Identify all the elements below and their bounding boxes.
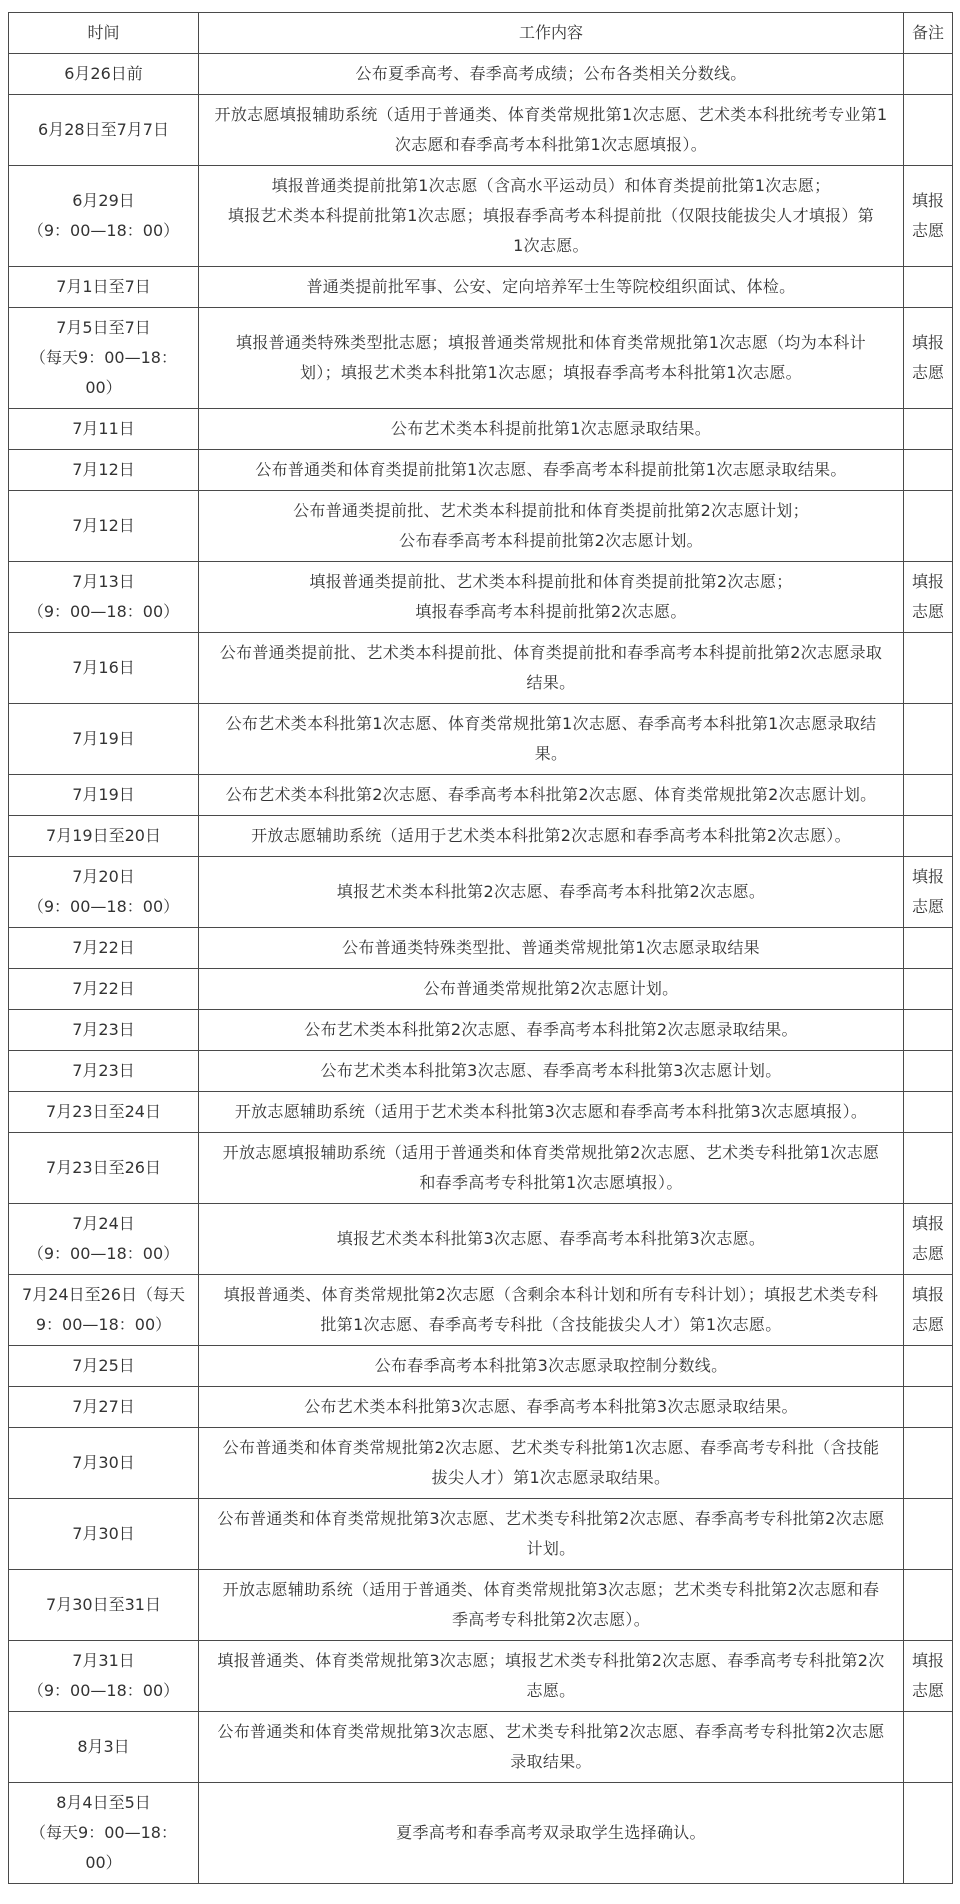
table-row — [9, 1783, 953, 1884]
time-cell — [9, 1570, 199, 1641]
content-line: 公布艺术类本科批第2次志愿、春季高考本科批第2次志愿、体育类常规批第2次志愿计划。 — [225, 785, 877, 804]
note-cell — [904, 1641, 953, 1712]
content-cell — [199, 450, 904, 491]
table-row — [9, 1346, 953, 1387]
note-cell — [904, 969, 953, 1010]
content-cell — [199, 1010, 904, 1051]
time-cell — [9, 1783, 199, 1884]
table-row — [9, 308, 953, 409]
table-row — [9, 95, 953, 166]
time-line: 7月1日至7日 — [56, 277, 151, 296]
time-line: 7月25日 — [72, 1356, 135, 1375]
table-row — [9, 1428, 953, 1499]
table-row — [9, 1133, 953, 1204]
time-line: （每天9：00—18： — [30, 1823, 177, 1842]
note-cell — [904, 857, 953, 928]
content-line: 公布艺术类本科提前批第1次志愿录取结果。 — [390, 419, 712, 438]
content-line: 公布普通类和体育类提前批第1次志愿、春季高考本科提前批第1次志愿录取结果。 — [255, 460, 847, 479]
header-note: 备注 — [904, 13, 953, 54]
time-cell — [9, 704, 199, 775]
time-cell — [9, 95, 199, 166]
note-line: 填报 — [911, 572, 944, 591]
table-row — [9, 450, 953, 491]
note-cell — [904, 166, 953, 267]
time-cell — [9, 1428, 199, 1499]
note-cell — [904, 1570, 953, 1641]
time-cell — [9, 633, 199, 704]
table-row — [9, 1092, 953, 1133]
note-cell — [904, 562, 953, 633]
time-cell — [9, 857, 199, 928]
time-cell — [9, 166, 199, 267]
table-row — [9, 1570, 953, 1641]
content-line: 填报普通类、体育类常规批第3次志愿；填报艺术类专科批第2次志愿、春季高考专科批第2次 — [217, 1651, 885, 1670]
content-line: 公布普通类提前批、艺术类本科提前批、体育类提前批和春季高考本科提前批第2次志愿录取 — [219, 643, 883, 662]
content-cell — [199, 969, 904, 1010]
table-row — [9, 633, 953, 704]
content-line: 公布夏季高考、春季高考成绩；公布各类相关分数线。 — [355, 64, 747, 83]
time-line: 7月23日 — [72, 1061, 135, 1080]
time-line: 7月12日 — [72, 516, 135, 535]
table-row — [9, 1204, 953, 1275]
time-line: 9：00—18：00） — [35, 1315, 172, 1334]
table-row — [9, 816, 953, 857]
note-cell — [904, 1387, 953, 1428]
content-line: 计划。 — [526, 1539, 576, 1558]
time-line: 7月22日 — [72, 979, 135, 998]
table-row — [9, 409, 953, 450]
note-cell — [904, 450, 953, 491]
time-cell — [9, 1641, 199, 1712]
table-row — [9, 1641, 953, 1712]
note-cell — [904, 1092, 953, 1133]
time-line: （9：00—18：00） — [27, 1244, 180, 1263]
content-line: 公布艺术类本科批第3次志愿、春季高考本科批第3次志愿计划。 — [320, 1061, 782, 1080]
content-cell — [199, 1204, 904, 1275]
content-cell — [199, 491, 904, 562]
content-cell — [199, 775, 904, 816]
note-line: 填报 — [911, 1214, 944, 1233]
content-cell — [199, 1346, 904, 1387]
note-line: 志愿 — [911, 1244, 944, 1263]
table-row — [9, 54, 953, 95]
content-line: 填报普通类提前批、艺术类本科提前批和体育类提前批第2次志愿； — [309, 572, 793, 591]
time-line: 7月5日至7日 — [56, 318, 151, 337]
note-cell — [904, 633, 953, 704]
time-cell — [9, 1499, 199, 1570]
table-row — [9, 1275, 953, 1346]
time-line: 7月23日 — [72, 1020, 135, 1039]
note-cell — [904, 928, 953, 969]
time-cell — [9, 816, 199, 857]
time-line: 6月28日至7月7日 — [38, 120, 169, 139]
table-row — [9, 1010, 953, 1051]
time-line: （每天9：00—18： — [30, 348, 177, 367]
content-cell — [199, 562, 904, 633]
time-line: 00） — [85, 1853, 122, 1872]
content-line: 填报普通类特殊类型批志愿；填报普通类常规批和体育类常规批第1次志愿（均为本科计 — [236, 333, 866, 352]
time-line: 6月26日前 — [64, 64, 143, 83]
time-line: 7月11日 — [72, 419, 135, 438]
time-line: 7月16日 — [72, 658, 135, 677]
note-cell — [904, 1204, 953, 1275]
time-line: 7月30日 — [72, 1453, 135, 1472]
time-line: 8月4日至5日 — [56, 1793, 151, 1812]
content-line: 公布普通类和体育类常规批第3次志愿、艺术类专科批第2次志愿、春季高考专科批第2次志愿 — [217, 1722, 885, 1741]
note-cell — [904, 1499, 953, 1570]
content-line: 开放志愿填报辅助系统（适用于普通类和体育类常规批第2次志愿、艺术类专科批第1次志愿 — [222, 1143, 880, 1162]
note-line: 填报 — [911, 1651, 944, 1670]
content-cell — [199, 928, 904, 969]
note-line: 填报 — [911, 1285, 944, 1304]
time-cell — [9, 1010, 199, 1051]
content-cell — [199, 633, 904, 704]
content-cell — [199, 857, 904, 928]
note-cell — [904, 775, 953, 816]
time-line: 7月13日 — [72, 572, 135, 591]
content-line: 公布艺术类本科批第3次志愿、春季高考本科批第3次志愿录取结果。 — [304, 1397, 798, 1416]
content-cell — [199, 308, 904, 409]
content-line: 开放志愿辅助系统（适用于普通类、体育类常规批第3次志愿；艺术类专科批第2次志愿和春 — [222, 1580, 880, 1599]
content-line: 公布艺术类本科批第1次志愿、体育类常规批第1次志愿、春季高考本科批第1次志愿录取结 — [225, 714, 877, 733]
content-line: 公布春季高考本科提前批第2次志愿计划。 — [399, 531, 703, 550]
time-cell — [9, 1092, 199, 1133]
note-cell — [904, 1133, 953, 1204]
table-row — [9, 1051, 953, 1092]
time-cell — [9, 1204, 199, 1275]
note-cell — [904, 1783, 953, 1884]
content-line: 夏季高考和春季高考双录取学生选择确认。 — [396, 1823, 706, 1842]
content-cell — [199, 816, 904, 857]
time-line: （9：00—18：00） — [27, 897, 180, 916]
note-line: 志愿 — [911, 221, 944, 240]
time-line: 7月23日至26日 — [46, 1158, 161, 1177]
content-cell — [199, 1092, 904, 1133]
content-line: 普通类提前批军事、公安、定向培养军士生等院校组织面试、体检。 — [306, 277, 796, 296]
time-cell — [9, 1275, 199, 1346]
content-cell — [199, 1051, 904, 1092]
content-line: 公布普通类和体育类常规批第3次志愿、艺术类专科批第2次志愿、春季高考专科批第2次志愿 — [217, 1509, 885, 1528]
content-line: 公布春季高考本科批第3次志愿录取控制分数线。 — [374, 1356, 728, 1375]
content-line: 次志愿和春季高考本科批第1次志愿填报）。 — [394, 135, 708, 154]
note-cell — [904, 267, 953, 308]
time-line: 7月23日至24日 — [46, 1102, 161, 1121]
table-row — [9, 969, 953, 1010]
content-line: 开放志愿辅助系统（适用于艺术类本科批第2次志愿和春季高考本科批第2次志愿）。 — [251, 826, 851, 845]
content-line: 公布普通类常规批第2次志愿计划。 — [423, 979, 679, 998]
content-line: 填报春季高考本科提前批第2次志愿。 — [415, 602, 687, 621]
content-line: 录取结果。 — [510, 1752, 592, 1771]
time-cell — [9, 928, 199, 969]
time-cell — [9, 267, 199, 308]
content-line: 季高考专科批第2次志愿）。 — [451, 1610, 651, 1629]
header-time: 时间 — [9, 13, 199, 54]
note-cell — [904, 704, 953, 775]
note-line: 志愿 — [911, 1315, 944, 1334]
time-line: （9：00—18：00） — [27, 221, 180, 240]
content-line: 填报艺术类本科提前批第1次志愿；填报春季高考本科提前批（仅限技能拔尖人才填报）第 — [227, 206, 875, 225]
note-cell — [904, 409, 953, 450]
content-line: 填报艺术类本科批第2次志愿、春季高考本科批第2次志愿。 — [336, 882, 766, 901]
time-cell — [9, 1346, 199, 1387]
time-line: 7月30日 — [72, 1524, 135, 1543]
content-line: 公布普通类和体育类常规批第2次志愿、艺术类专科批第1次志愿、春季高考专科批（含技能 — [222, 1438, 880, 1457]
time-line: 7月24日 — [72, 1214, 135, 1233]
content-line: 和春季高考专科批第1次志愿填报）。 — [419, 1173, 683, 1192]
note-line: 填报 — [911, 333, 944, 352]
content-line: 1次志愿。 — [513, 236, 589, 255]
content-line: 填报普通类提前批第1次志愿（含高水平运动员）和体育类提前批第1次志愿； — [271, 176, 831, 195]
time-cell — [9, 1051, 199, 1092]
note-cell — [904, 1712, 953, 1783]
header-content: 工作内容 — [199, 13, 904, 54]
table-row — [9, 1712, 953, 1783]
content-line: 公布艺术类本科批第2次志愿、春季高考本科批第2次志愿录取结果。 — [304, 1020, 798, 1039]
note-cell — [904, 816, 953, 857]
table-row — [9, 562, 953, 633]
note-cell — [904, 1275, 953, 1346]
time-line: 7月24日至26日（每天 — [22, 1285, 185, 1304]
content-line: 填报艺术类本科批第3次志愿、春季高考本科批第3次志愿。 — [336, 1229, 766, 1248]
content-cell — [199, 95, 904, 166]
content-line: 公布普通类提前批、艺术类本科提前批和体育类提前批第2次志愿计划； — [293, 501, 809, 520]
content-cell — [199, 1275, 904, 1346]
time-cell — [9, 562, 199, 633]
content-cell — [199, 409, 904, 450]
note-cell — [904, 1346, 953, 1387]
content-cell — [199, 1387, 904, 1428]
content-line: 志愿。 — [526, 1681, 576, 1700]
content-line: 批第1次志愿、春季高考专科批（含技能拔尖人才）第1次志愿。 — [320, 1315, 782, 1334]
note-line: 填报 — [911, 867, 944, 886]
content-line: 拔尖人才）第1次志愿录取结果。 — [431, 1468, 671, 1487]
content-line: 开放志愿辅助系统（适用于艺术类本科批第3次志愿和春季高考本科批第3次志愿填报）。 — [234, 1102, 868, 1121]
content-cell — [199, 54, 904, 95]
note-line: 志愿 — [911, 1681, 944, 1700]
time-line: （9：00—18：00） — [27, 602, 180, 621]
table-row — [9, 491, 953, 562]
time-line: 7月22日 — [72, 938, 135, 957]
note-line: 志愿 — [911, 602, 944, 621]
content-cell — [199, 704, 904, 775]
content-cell — [199, 1712, 904, 1783]
note-cell — [904, 1051, 953, 1092]
time-line: 7月19日 — [72, 785, 135, 804]
content-cell — [199, 1499, 904, 1570]
content-line: 果。 — [534, 744, 568, 763]
time-line: 8月3日 — [77, 1737, 130, 1756]
time-line: 7月12日 — [72, 460, 135, 479]
table-row — [9, 928, 953, 969]
time-line: 7月31日 — [72, 1651, 135, 1670]
content-cell — [199, 166, 904, 267]
content-line: 公布普通类特殊类型批、普通类常规批第1次志愿录取结果 — [342, 938, 760, 957]
time-line: 7月30日至31日 — [46, 1595, 161, 1614]
content-line: 开放志愿填报辅助系统（适用于普通类、体育类常规批第1次志愿、艺术类本科批统考专业第1 — [214, 105, 888, 124]
content-cell — [199, 267, 904, 308]
table-row — [9, 267, 953, 308]
schedule-table — [8, 12, 953, 1884]
time-line: 7月27日 — [72, 1397, 135, 1416]
content-line: 结果。 — [526, 673, 576, 692]
time-cell — [9, 409, 199, 450]
content-cell — [199, 1641, 904, 1712]
time-cell — [9, 1387, 199, 1428]
content-cell — [199, 1133, 904, 1204]
table-row — [9, 775, 953, 816]
time-line: 7月20日 — [72, 867, 135, 886]
note-cell — [904, 308, 953, 409]
time-cell — [9, 969, 199, 1010]
note-line: 志愿 — [911, 897, 944, 916]
content-cell — [199, 1428, 904, 1499]
time-line: 00） — [85, 378, 122, 397]
time-line: （9：00—18：00） — [27, 1681, 180, 1700]
time-cell — [9, 1133, 199, 1204]
time-cell — [9, 450, 199, 491]
note-cell — [904, 54, 953, 95]
time-cell — [9, 491, 199, 562]
time-cell — [9, 308, 199, 409]
table-body — [9, 54, 953, 1884]
content-cell — [199, 1570, 904, 1641]
time-line: 7月19日 — [72, 729, 135, 748]
note-cell — [904, 491, 953, 562]
table-row — [9, 1387, 953, 1428]
note-cell — [904, 1428, 953, 1499]
table-row — [9, 857, 953, 928]
time-line: 6月29日 — [72, 191, 135, 210]
table-header-row — [9, 13, 953, 54]
table-row — [9, 704, 953, 775]
note-line: 志愿 — [911, 363, 944, 382]
content-cell — [199, 1783, 904, 1884]
note-cell — [904, 95, 953, 166]
time-cell — [9, 775, 199, 816]
table-row — [9, 1499, 953, 1570]
time-line: 7月19日至20日 — [46, 826, 161, 845]
time-cell — [9, 54, 199, 95]
content-line: 填报普通类、体育类常规批第2次志愿（含剩余本科计划和所有专科计划）；填报艺术类专科 — [223, 1285, 879, 1304]
table-row — [9, 166, 953, 267]
time-cell — [9, 1712, 199, 1783]
note-cell — [904, 1010, 953, 1051]
note-line: 填报 — [911, 191, 944, 210]
content-line: 划）；填报艺术类本科批第1次志愿；填报春季高考本科批第1次志愿。 — [300, 363, 802, 382]
